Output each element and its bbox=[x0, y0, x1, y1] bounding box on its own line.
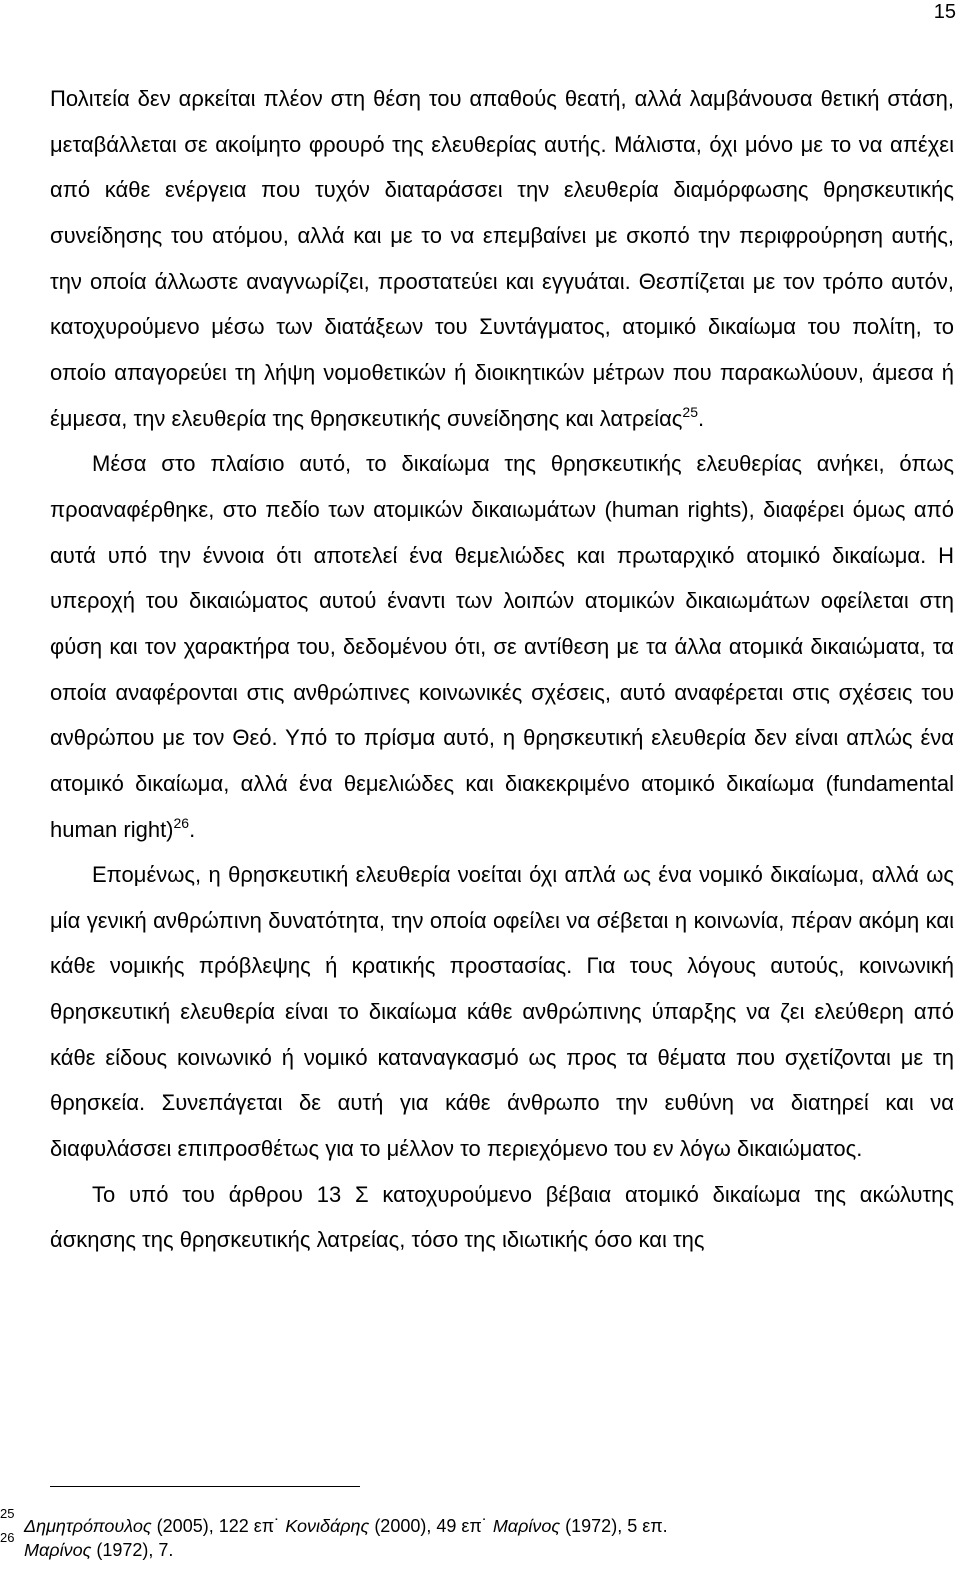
footnote-citation: (1972), 7. bbox=[91, 1540, 174, 1560]
footnote-citation: (1972), 5 επ. bbox=[560, 1516, 668, 1536]
paragraph-3 bbox=[50, 852, 954, 1172]
paragraph-text: Πολιτεία δεν αρκείται πλέον στη θέση του απαθούς θεατή, αλλά λαμβάνουσα θετική στάση, μεταβάλλεται σε ακοίμητο φρουρό της ελευθερίας αυτής. Μάλιστα, όχι μόνο με το να απέχει από κάθε ενέργεια που τυχόν διαταράσσει την ελευθερία διαμόρφωσης θρησκευτικής συνείδησης του ατόμου, αλλά και με το να επεμβαίνει με σκοπό την περιφρούρηση αυτής, την οποία άλλωστε αναγνωρίζει, προστατεύει και εγγυάται. Θεσπίζεται με τον τρόπο αυτόν, κατοχυρούμενο μέσω των διατάξεων του Συντάγματος, ατομικό δικαίωμα του πολίτη, το οποίο απαγορεύει τη λήψη νομοθετικών ή διοικητικών μέτρων που παρακωλύουν, άμεσα ή έμμεσα, την ελευθερία της θρησκευτικής συνείδησης και λατρείας bbox=[50, 86, 954, 431]
footnote-25 bbox=[0, 1506, 940, 1538]
footnote-author: Κονιδάρης bbox=[285, 1516, 370, 1536]
paragraph-2 bbox=[50, 441, 954, 852]
footnote-separator-mark: ˙ bbox=[274, 1516, 286, 1536]
footnote-citation: (2000), 49 επ bbox=[369, 1516, 482, 1536]
footnotes bbox=[0, 1506, 940, 1562]
footnote-author: Μαρίνος bbox=[492, 1516, 561, 1536]
footnote-author: Μαρίνος bbox=[24, 1540, 92, 1560]
body-text bbox=[50, 76, 954, 1263]
footnote-separator bbox=[50, 1486, 360, 1487]
paragraph-text: Το υπό του άρθρου 13 Σ κατοχυρούμενο βέβαια ατομικό δικαίωμα της ακώλυτης άσκησης της θρησκευτικής λατρείας, τόσο της ιδιωτικής όσο και της bbox=[50, 1181, 954, 1253]
footnote-number: 26 bbox=[0, 1530, 15, 1545]
paragraph-tail: . bbox=[697, 405, 705, 431]
paragraph-1 bbox=[50, 76, 954, 441]
page-number: 15 bbox=[933, 1, 956, 23]
footnote-reference[interactable]: 25 bbox=[682, 403, 698, 420]
paragraph-tail: . bbox=[189, 816, 196, 842]
paragraph-text: Επομένως, η θρησκευτική ελευθερία νοείται όχι απλά ως ένα νομικό δικαίωμα, αλλά ως μία γενική ανθρώπινη δυνατότητα, την οποία οφείλει να σέβεται η κοινωνία, πέραν ακόμη και κάθε νομικής πρόβλεψης ή κρατικής προστασίας. Για τους λόγους αυτούς, κοινωνική θρησκευτική ελευθερία είναι το δικαίωμα κάθε ανθρώπινης ύπαρξης να ζει ελεύθερη από κάθε είδους κοινωνικό ή νομικό καταναγκασμό ως προς τα θέματα που σχετίζονται με τη θρησκεία. Συνεπάγεται δε αυτή για κάθε άνθρωπο την ευθύνη να διατηρεί και να διαφυλάσσει επιπροσθέτως για το μέλλον το περιεχόμενο του εν λόγω δικαιώματος. bbox=[50, 862, 954, 1162]
footnote-number: 25 bbox=[0, 1506, 15, 1521]
footnote-separator-mark: ˙ bbox=[481, 1516, 493, 1536]
footnote-26 bbox=[0, 1530, 940, 1562]
paragraph-text: Μέσα στο πλαίσιο αυτό, το δικαίωμα της θρησκευτικής ελευθερίας ανήκει, όπως προαναφέρθηκε, στο πεδίο των ατομικών δικαιωμάτων (human rights), διαφέρει όμως από αυτά υπό την έννοια ότι αποτελεί ένα θεμελιώδες και πρωταρχικό ατομικό δικαίωμα. Η υπεροχή του δικαιώματος αυτού έναντι των λοιπών ατομικών δικαιωμάτων οφείλεται στη φύση και τον χαρακτήρα του, δεδομένου ότι, σε αντίθεση με τα άλλα ατομικά δικαιώματα, τα οποία αναφέρονται στις ανθρώπινες κοινωνικές σχέσεις, αυτό αναφέρεται στις σχέσεις του ανθρώπου με τον Θεό. Υπό το πρίσμα αυτό, η θρησκευτική ελευθερία δεν είναι απλώς ένα ατομικό δικαίωμα, αλλά ένα θεμελιώδες και διακεκριμένο ατομικό δικαίωμα (fundamental human right) bbox=[50, 451, 954, 842]
footnote-citation: (2005), 122 επ bbox=[151, 1516, 275, 1536]
footnote-author: Δημητρόπουλος bbox=[24, 1516, 152, 1536]
paragraph-4 bbox=[50, 1172, 954, 1263]
footnote-reference[interactable]: 26 bbox=[173, 814, 190, 831]
